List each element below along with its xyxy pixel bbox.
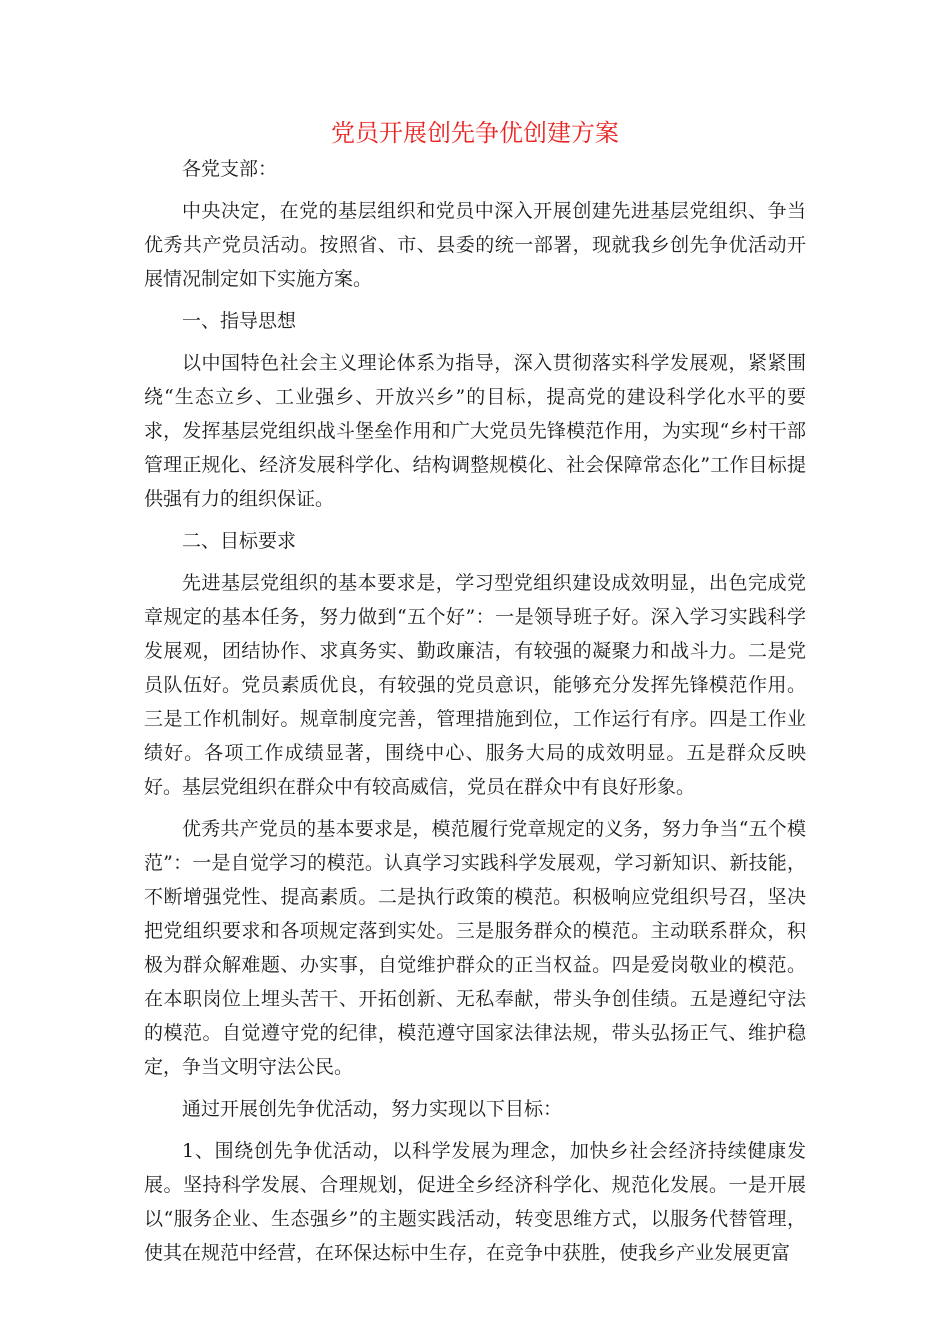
paragraph-target-1: 1、围绕创先争优活动，以科学发展为理念，加快乡社会经济持续健康发展。坚持科学发展、合理规划，促进全乡经济科学化、规范化发展。一是开展以“服务企业、生态强乡”的主题实践活动，转变思维方式，以服务代替管理，使其在规范中经营，在环保达标中生存，在竞争中获胜，使我乡产业发展更富	[144, 1140, 806, 1264]
document-title: 党员开展创先争优创建方案	[331, 119, 619, 147]
salutation: 各党支部：	[182, 158, 278, 180]
paragraph-guiding-ideology: 以中国特色社会主义理论体系为指导，深入贯彻落实科学发展观，紧紧围绕“生态立乡、工业强乡、开放兴乡”的目标，提高党的建设科学化水平的要求，发挥基层党组织战斗堡垒作用和广大党员先锋模范作用，为实现“乡村干部管理正规化、经济发展科学化、结构调整规模化、社会保障常态化”工作目标提供强有力的组织保证。	[144, 352, 806, 510]
section-heading-guiding-ideology: 一、指导思想	[182, 310, 297, 332]
paragraph-party-member-requirements: 优秀共产党员的基本要求是，模范履行党章规定的义务，努力争当“五个模范”：一是自觉学习的模范。认真学习实践科学发展观，学习新知识、新技能，不断增强党性、提高素质。二是执行政策的模范。积极响应党组织号召，坚决把党组织要求和各项规定落到实处。三是服务群众的模范。主动联系群众，积极为群众解难题、办实事，自觉维护群众的正当权益。四是爱岗敬业的模范。在本职岗位上埋头苦干、开拓创新、无私奉献，带头争创佳绩。五是遵纪守法的模范。自觉遵守党的纪律，模范遵守国家法律法规，带头弘扬正气、维护稳定，争当文明守法公民。	[144, 818, 806, 1078]
paragraph-targets-intro: 通过开展创先争优活动，努力实现以下目标：	[182, 1098, 563, 1120]
section-heading-goals: 二、目标要求	[182, 530, 297, 552]
paragraph-party-organization-requirements: 先进基层党组织的基本要求是，学习型党组织建设成效明显，出色完成党章规定的基本任务，努力做到“五个好”：一是领导班子好。深入学习实践科学发展观，团结协作、求真务实、勤政廉洁，有较强的凝聚力和战斗力。二是党员队伍好。党员素质优良，有较强的党员意识，能够充分发挥先锋模范作用。三是工作机制好。规章制度完善，管理措施到位，工作运行有序。四是工作业绩好。各项工作成绩显著，围绕中心、服务大局的成效明显。五是群众反映好。基层党组织在群众中有较高威信，党员在群众中有良好形象。	[144, 572, 806, 798]
document-body	[144, 152, 806, 1278]
paragraph-intro: 中央决定，在党的基层组织和党员中深入开展创建先进基层党组织、争当优秀共产党员活动。按照省、市、县委的统一部署，现就我乡创先争优活动开展情况制定如下实施方案。	[144, 200, 806, 290]
